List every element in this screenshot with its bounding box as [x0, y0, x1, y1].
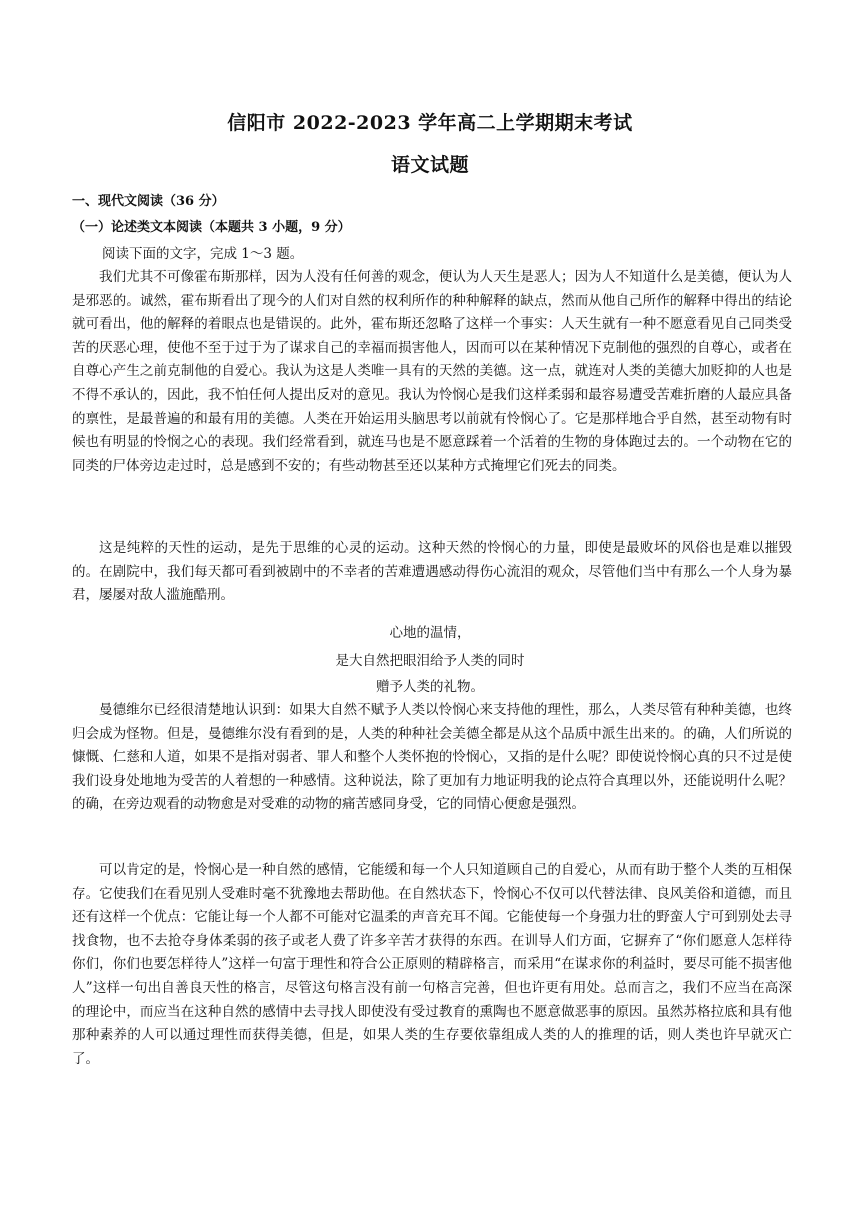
passage-paragraph-3: 曼德维尔已经很清楚地认识到：如果大自然不赋予人类以怜悯心来支持他的理性，那么，人类尽管有种种美德，也终归会成为怪物。但是，曼德维尔没有看到的是，人类的种种社会美德全都是从这个品质中派生出来的。的确，人们所说的慷慨、仁慈和人道，如果不是指对弱者、罪人和整个人类怀抱的怜悯心，又指的是什么呢？即使说怜悯心真的只不过是使我们设身处地地为受苦的人着想的一种感情。这种说法，除了更加有力地证明我的论点符合真理以外，还能说明什么呢？的确，在旁边观看的动物愈是对受难的动物的痛苦感同身受，它的同情心便愈是强烈。: [72, 702, 792, 813]
passage-paragraph-2: 这是纯粹的天性的运动，是先于思维的心灵的运动。这种天然的怜悯心的力量，即使是最败坏的风俗也是难以摧毁的。在剧院中，我们每天都可看到被剧中的不幸者的苦难遭遇感动得伤心流泪的观众，尽管他们当中有那么一个人身为暴君，屡屡对敌人滥施酷刑。: [72, 540, 792, 604]
passage-paragraph-1: 我们尤其不可像霍布斯那样，因为人没有任何善的观念，便认为人天生是恶人；因为人不知道什么是美德，便认为人是邪恶的。诚然，霍布斯看出了现今的人们对自然的权利所作的种种解释的缺点，然而从他自己所作的解释中得出的结论就可看出，他的解释的着眼点也是错误的。此外，霍布斯还忽略了这样一个事实：人天生就有一种不愿意看见自己同类受苦的厌恶心理，使他不至于过于为了谋求自己的幸福而损害他人，因而可以在某种情况下克制他的强烈的自尊心，或者在自尊心产生之前克制他的自爱心。我认为这是人类唯一具有的天然的美德。这一点，就连对人类的美德大加贬抑的人也是不得不承认的，因此，我不怕任何人提出反对的意见。我认为怜悯心是我们这样柔弱和最容易遭受苦难折磨的人最应具备的禀性，是最普遍的和最有用的美德。人类在开始运用头脑思考以前就有怜悯心了。它是那样地合乎自然，甚至动物有时候也有明显的怜悯之心的表现。我们经常看到，就连马也是不愿意踩着一个活着的生物的身体跑过去的。一个动物在它的同类的尸体旁边走过时，总是感到不安的；有些动物甚至还以某种方式掩埋它们死去的同类。: [72, 269, 792, 474]
page-subtitle: 语文试题: [390, 154, 469, 176]
verse-line-2: 是大自然把眼泪给予人类的同时: [335, 653, 525, 669]
verse-line-3: 赠予人类的礼物。: [376, 679, 484, 695]
page-title: 信阳市 2022-2023 学年高二上学期期末考试: [227, 112, 633, 134]
reading-instruction: 阅读下面的文字，完成 1～3 题。: [102, 246, 304, 262]
section-heading-modern-reading: 一、现代文阅读（36 分）: [72, 194, 225, 209]
section-heading-argumentative: （一）论述类文本阅读（本题共 3 小题，9 分）: [72, 220, 351, 235]
passage-paragraph-4: 可以肯定的是，怜悯心是一种自然的感情，它能缓和每一个人只知道顾自己的自爱心，从而有助于整个人类的互相保存。它使我们在看见别人受难时毫不犹豫地去帮助他。在自然状态下，怜悯心不仅可以代替法律、良风美俗和道德，而且还有这样一个优点：它能让每一个人都不可能对它温柔的声音充耳不闻。它能使每一个身强力壮的野蛮人宁可到别处去寻找食物，也不去抢夺身体柔弱的孩子或老人费了许多辛苦才获得的东西。在训导人们方面，它摒弃了“你们愿意人怎样待你们，你们也要怎样待人”这样一句富于理性和符合公正原则的精辟格言，而采用“在谋求你的利益时，要尽可能不损害他人”这样一句出自善良天性的格言，尽管这句格言没有前一句格言完善，但也许更有用处。总而言之，我们不应当在高深的理论中，而应当在这种自然的感情中去寻找人即使没有受过教育的熏陶也不愿意做恶事的原因。虽然苏格拉底和具有他那种素养的人可以通过理性而获得美德，但是，如果人类的生存要依靠组成人类的人的推理的话，则人类也许早就灭亡了。: [72, 862, 792, 1067]
verse-line-1: 心地的温情，: [389, 625, 471, 641]
